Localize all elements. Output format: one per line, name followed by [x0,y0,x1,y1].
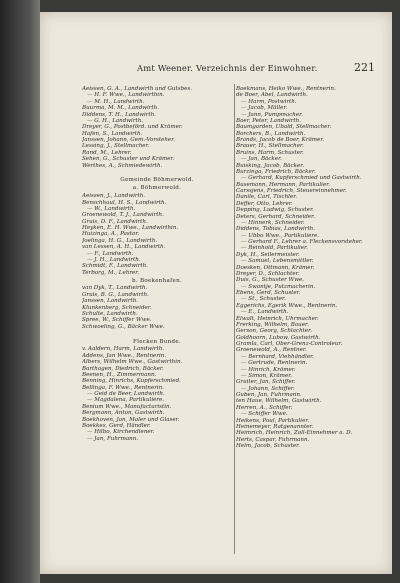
directory-entry: Groenewold, T. J., Landwirth. [82,212,164,219]
directory-entry: — M. H., Landwirth. [87,98,145,105]
directory-entry: Gruiter, Jan, Schiffer. [236,379,296,386]
directory-entry: — Gerhard, Kupferschmied und Gastwirth. [241,175,362,182]
directory-entry: — Jan, Fuhrmann. [87,435,139,442]
page-title: Amt Weener. Verzeichnis der Einwohner. [137,63,318,73]
directory-entry: — H. F. Wwe., Landwirthin. [87,92,165,99]
directory-entry: Boekkes, Gerd, Händler. [82,422,151,429]
directory-entry: Borchers, B., Landwirth. [236,130,306,137]
directory-entry: Depping, Ludwig, Schuster. [236,207,314,214]
directory-entry: Schmidt, F., Landwirth. [82,263,148,270]
directory-entry: — Jann, Pumpmacher. [241,111,303,118]
directory-entry: Brauer, H., Stellmacher. [236,143,304,150]
directory-entry: — Hinnerk, Schneider. [241,219,305,226]
directory-entry: Klunkenberg, Schneider. [82,304,152,311]
directory-entry: van Dyk, T., Landwirth. [82,285,148,292]
directory-entry: Burzinga, Friedrich, Bäcker. [236,168,316,175]
directory-entry: — Harm, Postwirth. [241,98,297,105]
book-binding-edge [0,0,40,583]
directory-entry: — F., Landwirth. [87,250,134,257]
directory-entry: Ebens, Gerd, Schuster. [236,290,301,296]
directory-entry: Gerson, Georg, Schlachter. [236,328,312,335]
directory-entry: Buisking, Jacob, Bäcker. [236,162,305,169]
directory-entry: van Lessen, A. H., Landwirth. [82,244,166,251]
directory-entry: Aeissen, J., Landwirth. [82,193,146,200]
directory-entry: Deffer, Otto, Lehrer. [236,200,293,207]
directory-entry: Sehen, G., Schuster und Krämer. [82,156,175,163]
directory-entry: Huizinga, A., Pastor. [82,231,140,238]
directory-entry: — W., Landwirth. [87,205,136,212]
directory-entry: Deters, Gerhard, Schneider. [236,213,315,220]
directory-entry: Eggerichs, Egerik Wwe., Rentnerin. [236,302,338,309]
directory-entry: Gruis, D. F., Landwirth. [82,218,148,225]
directory-entry: Terborg, M., Lehrer. [82,269,140,276]
directory-entry: — Magdalena, Partikulière. [87,397,165,404]
directory-entry: Heinemeyer, Ratgenannter. [236,423,314,430]
directory-entry: Lessing, J., Stellmacher. [82,143,150,150]
directory-entry: — Hilbo, Kirchendiener. [87,429,155,436]
directory-entry: Helm, Jacob, Schuster. [236,443,300,449]
directory-entry: — J. H., Landwirth. [87,256,141,263]
directory-entry: Heimrich, Heinrich, Zoll-Einnehmer a. D. [236,430,353,437]
section-heading: b. Boekenhafen. [131,277,183,284]
directory-entry: — Jan, Bäcker. [241,156,282,163]
directory-entry: Heyken, E. H. Wwe., Landwirthin. [82,225,179,231]
directory-entry: — Swantje, Putzmacherin. [241,283,316,290]
section-gap [82,330,232,337]
directory-entry: Aeissen, G. A., Landwirth und Gutsbes. [82,86,193,92]
directory-entry: Busemann, Hermann, Partikulier. [236,181,331,188]
directory-entry: Elwalt, Heinrich, Uhrmacher. [236,315,319,322]
directory-entry: Barthagen, Diedrich, Bäcker. [82,365,164,372]
directory-entry: Diddens, Tobias, Landwirth. [236,226,316,233]
directory-entry: — Bernhard, Viehhändler. [241,353,314,360]
directory-entry: Groenewold, A., Rentner. [236,347,307,354]
directory-entry: — Jacob, Müller. [241,105,288,112]
directory-entry: — Gerhard F., Lehrer a. Fleckensvorsteher. [241,239,363,245]
book-page [40,12,392,574]
directory-entry: — Simon, Krämer. [241,372,293,379]
directory-entry: Danile, Carl, Tischler. [236,194,298,201]
directory-entry: Janssen, Johann, Gem.-Vorsteher. [82,137,176,143]
directory-entry: Heikens, Paul, Partikulier. [236,417,310,424]
directory-entry: — Ubbo Wwe., Partikulière. [241,232,320,239]
directory-entry: Herts, Caspar, Fuhrmann. [236,436,310,443]
directory-entry: Frerking, Wilhelm, Bauer. [236,321,309,328]
directory-entry: Diddens, T. H., Landwirth. [82,111,156,118]
section-heading: a. Böhmerwold. [132,185,182,192]
directory-entry: Boekhoven, Jan, Maler und Glaser. [82,416,180,423]
directory-entry: Benschhaul, H. S., Landwirth. [82,199,167,206]
directory-entry: Werthes, A., Schmiedewirth. [82,162,163,169]
section-heading: Gemeinde Böhmerwold. [120,177,194,184]
directory-entry: Goldhoorn, Lubow, Gastwirth. [236,334,321,341]
directory-entry: — Samuel, Lebensmittler. [241,258,314,265]
directory-entry: Doesken, Ottmann, Krämer. [236,264,315,271]
left-column [82,86,232,442]
directory-entry: Gramla, Carl, Ober-Grenz-Controleur. [236,341,343,347]
directory-entry: Carssjens, Friedrich, Steuereinnehmer. [236,188,347,194]
directory-entry: Benning, Hinrichs, Kupferschmied. [82,378,181,385]
directory-entry: Janssen, Landwirth. [82,298,139,305]
directory-entry: — Hinrich, Krämer. [241,366,296,373]
directory-entry: Beenen, H., Zimmermann. [82,371,157,378]
directory-entry: Joelinga, H. G., Landwirth. [82,237,158,244]
directory-entry: — St., Schuster. [241,296,286,303]
directory-entry: Baumgarden, Ubald, Stellmacher. [236,124,332,131]
directory-entry: de Boer, Abel, Landwirth. [236,92,308,99]
directory-entry: Bellinga, F. Wwe., Rentnerin. [82,384,165,391]
directory-entry: Buurma, M. M., Landwirth. [82,105,159,112]
section-heading: Flecken Bunde. [132,338,181,345]
directory-entry: — Gertrude, Rentnerin. [241,360,308,367]
directory-entry: Albers, Wilhelm Wwe., Gastwirthin. [82,359,183,366]
right-column [236,86,386,449]
directory-entry: — Johann, Schiffer. [241,385,295,392]
directory-entry: Bergmann, Anton, Gastwirth. [82,410,165,417]
directory-entry: Herren, A., Schiffer. [236,404,293,411]
directory-entry: Rand, M., Lehrer. [82,149,132,156]
directory-entry: Brands, Jacob de Boer, Krämer. [236,137,325,143]
section-gap [82,169,232,176]
page-header [40,62,392,76]
directory-entry: — Schiffer Wwe. [241,411,288,418]
directory-entry: — G. H., Landwirth. [87,117,144,124]
directory-entry: Schwoeling, G., Bäcker Wwe. [82,323,165,330]
directory-entry: Dreyer, G., Postbeförd. und Krämer. [82,124,183,131]
directory-entry: v. Aaldern, Harm, Landwirth. [82,346,165,353]
directory-entry: Boekmans, Heiko Wwe., Rentnerin. [236,86,336,92]
directory-entry: Spree, W., Schiffer Wwe. [82,317,152,324]
page-number: 221 [354,61,375,74]
directory-entry: Gruis, B. G., Landwirth. [82,291,149,298]
column-divider [234,84,235,554]
directory-entry: Addens, Jan Wwe., Rentnerin. [82,352,167,359]
directory-entry: — Geid de Beer, Landwirth. [87,391,165,397]
directory-entry: Duis, G., Schuster Wwe. [236,277,305,284]
directory-entry: — E., Landwirth. [241,309,289,316]
directory-entry: Dreyer, D., Schlachter. [236,270,300,277]
directory-entry: Hafen, S., Landwirth. [82,130,143,137]
directory-entry: Boer, Peter, Landwirth. [236,117,301,124]
directory-entry: Benium Wwe., Manufacturistin. [82,403,172,410]
directory-entry: — Reinhold, Partikulier. [241,245,308,252]
directory-entry: Schulte, Landwirth. [82,310,138,317]
directory-entry: Dyk, H., Seilermeister. [236,251,300,258]
directory-entry: Bruins, Harm, Schuster. [236,149,304,156]
directory-entry: ten Haue, Wilhelm, Gastwirth. [236,398,322,405]
directory-entry: Guben, Jan, Fuhrmann. [236,392,302,398]
